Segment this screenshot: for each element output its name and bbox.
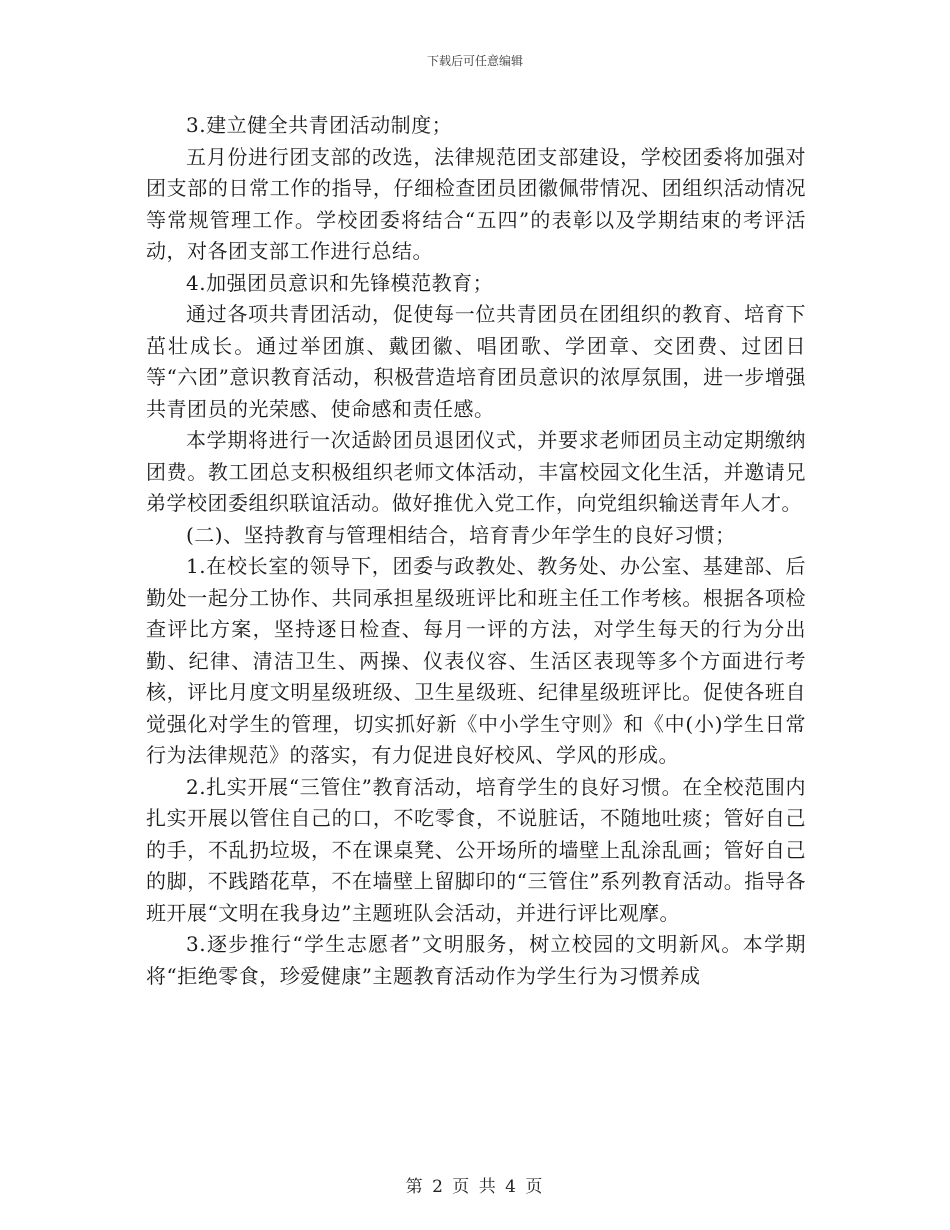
paragraph: 4.加强团员意识和先锋模范教育；	[186, 270, 494, 295]
paragraph: 2.扎实开展“三管住”教育活动，培育学生的良好习惯。在全校范围内扎实开展以管住自己的口，不吃零食，不说脏话，不随地吐痰；管好自己的手，不乱扔垃圾，不在课桌凳、公开场所的墙壁上乱涂乱画；管好自己的脚，不践踏花草，不在墙壁上留脚印的“三管住”系列教育活动。指导各班开展“文明在我身边”主题班队会活动，并进行评比观摩。	[146, 774, 806, 925]
footer-middle: 页 共	[452, 1177, 498, 1197]
paragraph: 1.在校长室的领导下，团委与政教处、教务处、办公室、基建部、后勤处一起分工协作、共同承担星级班评比和班主任工作考核。根据各项检查评比方案，坚持逐日检查、每月一评的方法，对学生每天的行为分出勤、纪律、清洁卫生、两操、仪表仪容、生活区表现等多个方面进行考核，评比月度文明星级班级、卫生星级班、纪律星级班评比。促使各班自觉强化对学生的管理，切实抓好新《中小学生守则》和《中(小)学生日常行为法律规范》的落实，有力促进良好校风、学风的形成。	[146, 554, 806, 767]
paragraph: (二)、坚持教育与管理相结合，培育青少年学生的良好习惯；	[186, 522, 736, 547]
page-header-note: 下载后可任意编辑	[426, 54, 523, 68]
footer-total-pages: 4	[505, 1177, 518, 1197]
footer-prefix: 第	[405, 1177, 425, 1197]
paragraph: 五月份进行团支部的改选，法律规范团支部建设，学校团委将加强对团支部的日常工作的指导，仔细检查团员团徽佩带情况、团组织活动情况等常规管理工作。学校团委将结合“五四”的表彰以及学期结束的考评活动，对各团支部工作进行总结。	[146, 144, 806, 263]
paragraph: 本学期将进行一次适龄团员退团仪式，并要求老师团员主动定期缴纳团费。教工团总支积极组织老师文体活动，丰富校园文化生活，并邀请兄弟学校团委组织联谊活动。做好推优入党工作，向党组织输送青年人才。	[146, 428, 806, 515]
paragraph: 3.逐步推行“学生志愿者”文明服务，树立校园的文明新风。本学期将“拒绝零食，珍爱健康”主题教育活动作为学生行为习惯养成	[146, 932, 806, 988]
paragraph: 3.建立健全共青团活动制度；	[186, 113, 453, 137]
footer-page-number: 2	[432, 1177, 445, 1197]
document-body	[146, 110, 806, 992]
paragraph: 通过各项共青团活动，促使每一位共青团员在团组织的教育、培育下茁壮成长。通过举团旗、戴团徽、唱团歌、学团章、交团费、过团日等“六团”意识教育活动，积极营造培育团员意识的浓厚氛围，进一步增强共青团员的光荣感、使命感和责任感。	[146, 302, 806, 421]
footer-suffix: 页	[525, 1177, 545, 1197]
page-footer	[0, 1172, 950, 1197]
